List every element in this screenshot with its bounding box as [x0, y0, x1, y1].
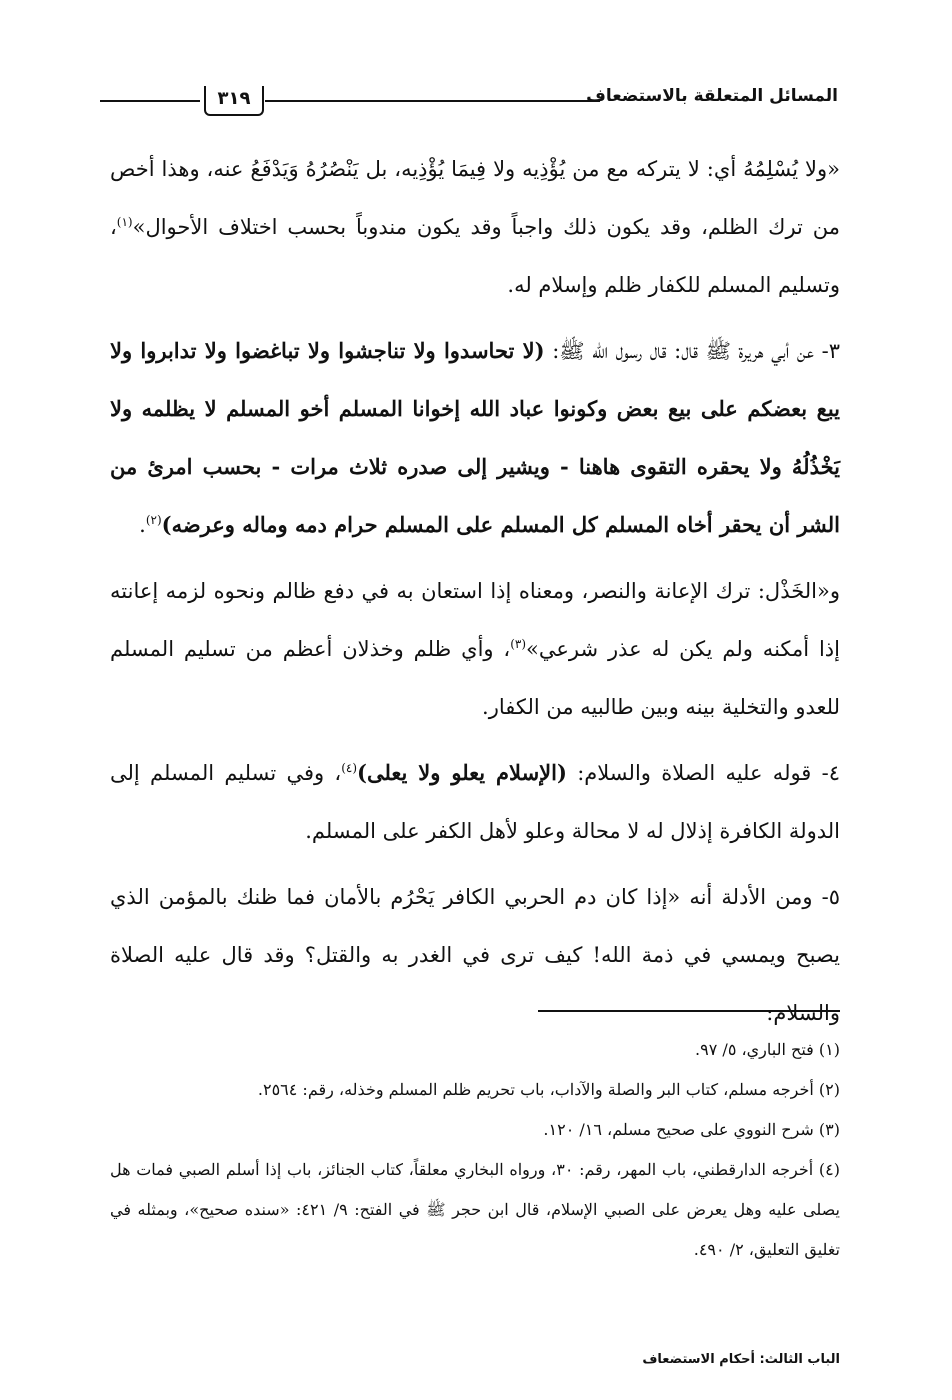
footnote-4: (٤) أخرجه الدارقطني، باب المهر، رقم: ٣٠، ورواه البخاري معلقاً، كتاب الجنائز، باب إذا أسلم الصبي فمات هل يصلى عليه وهل يعرض على الصبي الإسلام، قال ابن حجر ﷺ في الفتح: ٩/ ٤٢١: «سنده صحيح»، وبمثله في تغليق التعليق، ٢/ ٤٩٠.: [110, 1160, 840, 1259]
paragraph-4: [110, 744, 840, 860]
footnote-1: (١) فتح الباري، ٥/ ٩٧.: [695, 1040, 840, 1059]
footnote-2: (٢) أخرجه مسلم، كتاب البر والصلة والآداب، باب تحريم ظلم المسلم وخذله، رقم: ٢٥٦٤.: [257, 1080, 840, 1099]
footnote-ref-3: (٣): [510, 637, 527, 651]
footnote-ref-2: (٢): [145, 513, 162, 527]
paragraph-2: [110, 322, 840, 554]
footnote-ref-4: (٤): [341, 761, 358, 775]
paragraph-5: ٥- ومن الأدلة أنه «إذا كان دم الحربي الكافر يَحْرُم بالأمان فما ظنك بالمؤمن الذي يصبح ويمسي في ذمة الله! كيف ترى في الغدر به والقتل؟ وقد قال عليه الصلاة والسلام:: [110, 885, 840, 1025]
page-header: [100, 84, 838, 120]
paragraph-1: [110, 140, 840, 314]
paragraph-3: [110, 562, 840, 736]
paragraph-4-intro: ٤- قوله عليه الصلاة والسلام:: [566, 761, 841, 785]
footnote-3: (٣) شرح النووي على صحيح مسلم، ١٦/ ١٢٠.: [543, 1120, 840, 1139]
footnote-ref-1: (١): [116, 215, 133, 229]
header-rule-right: [265, 100, 600, 102]
footnote-separator: [538, 1010, 840, 1012]
page-number: ٣١٩: [204, 86, 264, 116]
paragraph-3-text: و«الخَذْل: ترك الإعانة والنصر، ومعناه إذا استعان به في دفع ظالم ونحوه لزمه إعانته إذا أمكنه ولم يكن له عذر شرعي»: [110, 579, 840, 661]
paragraph-2-end: .: [139, 513, 146, 537]
paragraph-3-tail: ، وأي ظلم وخذلان أعظم من تسليم المسلم للعدو والتخلية بينه وبين طالبيه من الكفار.: [110, 637, 840, 719]
chapter-footer: الباب الثالث: أحكام الاستضعاف: [642, 1352, 840, 1367]
paragraph-4-tail: ، وفي تسليم المسلم إلى الدولة الكافرة إذلال له لا محالة وعلو لأهل الكفر على المسلم.: [110, 761, 840, 843]
footnotes: [110, 1030, 840, 1270]
hadith-text-2: (الإسلام يعلو ولا يعلى): [357, 760, 567, 785]
paragraph-2-intro: ٣- عن أبي هريرة ﷺ قال: قال رسول الله ﷺ:: [544, 339, 840, 363]
paragraph-1-text: «ولا يُسْلِمُهُ أي: لا يتركه مع من يُؤْذِيه ولا فِيمَا يُؤْذِيه، بل يَنْصُرُهُ وَيَدْفَعُ عنه، وهذا أخص من ترك الظلم، وقد يكون ذلك واجباً وقد يكون مندوباً بحسب اختلاف الأحوال»: [110, 157, 840, 239]
main-text: [110, 140, 840, 1042]
header-rule-left: [100, 100, 200, 102]
paragraph-1-tail: ، وتسليم المسلم للكفار ظلم وإسلام له.: [110, 215, 840, 297]
running-title: المسائل المتعلقة بالاستضعاف: [586, 86, 838, 106]
hadith-text-1: (لا تحاسدوا ولا تناجشوا ولا تباغضوا ولا تدابروا ولا يبع بعضكم على بيع بعض وكونوا عباد الله إخوانا المسلم أخو المسلم لا يظلمه ولا يَخْذُلُهُ ولا يحقره التقوى هاهنا - ويشير إلى صدره ثلاث مرات - بحسب امرئ من الشر أن يحقر أخاه المسلم كل المسلم على المسلم حرام دمه وماله وعرضه): [110, 338, 840, 537]
